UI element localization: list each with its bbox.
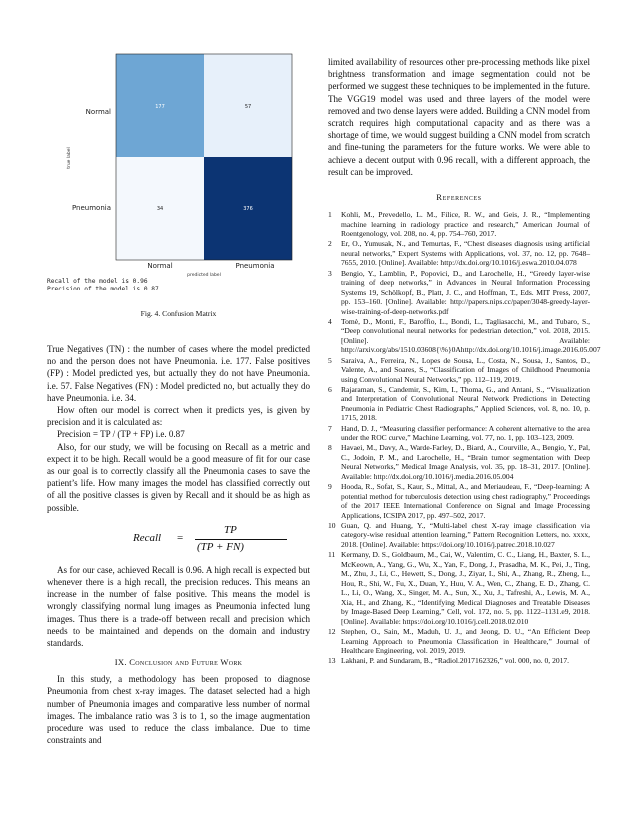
reference-item [328,239,590,268]
reference-number: 10 [328,520,336,530]
references-heading: References [436,192,482,203]
reference-text: Saraiva, A., Ferreira, N., Lopes de Sousa, L., Costa, N., Sousa, J., Santos, D., Valente, A., and Soares, S., “Classification of Images of Childhood Pneumonia using Convolutional Neural Networks,” pp. 112–119, 2019. [341,355,590,384]
confusion-matrix-figure [47,50,310,290]
cell-value: 177 [155,104,165,110]
reference-number: 6 [328,384,332,394]
reference-item [328,385,590,423]
precision-text: Precision of the model is 0.87 [47,286,159,290]
recall-text: Recall of the model is 0.96 [47,278,148,285]
reference-text: Kohli, M., Prevedello, L. M., Filice, R. W., and Geis, J. R., “Implementing machine learning in radiology practice and research,” American Journal of Roentgenology, vol. 208, no. 4, pp. 754–760, 2017. [341,210,590,239]
reference-number: 3 [328,268,332,278]
left-text-block [47,343,310,746]
reference-number: 9 [328,482,332,492]
reference-number: 1 [328,210,332,220]
x-axis-label: predicted label [187,273,221,278]
formula-equals: = [177,531,184,544]
recall-formula [47,524,310,554]
conclusion-paragraph: In this study, a methodology has been proposed to diagnose Pneumonia from chest x-ray images. The dataset selected had a high number of Pneumonia images and comparative less number of normal images. The imbalance ratio was 3 is to 1, so the image augmentation procedure was used to reduce the class imbalance. Due to time constraints and [47,674,310,746]
conclusion-continued-paragraph: limited availability of resources other pre-processing methods like pixel brightness transformation and image segmentation could not be performed we suggest these techniques to be implemented in the future. The VGG19 model was used and three layers of the model were removed and two dense layers were added. Building a CNN model from scratch requires high computational capacity and as there was a shortage of time, we would suggest building a CNN model from scratch and fine-tuning the parameters for the future works. We were able to achieve a decent output with 0.96 recall, with a different approach, the result can be improved. [328,57,590,177]
reference-item [328,656,590,666]
cell-value: 34 [156,206,164,212]
reference-text: Hand, D. J., “Measuring classifier performance: A coherent alternative to the area under the ROC curve,” Machine Learning, vol. 77, no. 1, pp. 103–123, 2009. [341,423,590,443]
reference-text: Havaei, M., Davy, A., Warde-Farley, D., Biard, A., Courville, A., Bengio, Y., Pal, C., Jodoin, P. M., and Larochelle, H., “Brain tumor segmentation with Deep Neural Networks,” Medical Image Analysis, vol. 35, pp. 18–31, 2017. [Online]. Available: http://dx.doi.org/10.1016/j.media.2016.05.004 [341,443,590,481]
reference-item [328,443,590,481]
reference-number: 4 [328,316,332,326]
col-label-pneumonia: Pneumonia [235,262,275,270]
reference-item [328,482,590,520]
reference-text: Lakhani, P. and Sundaram, B., “Radiol.2017162326,” vol. 000, no. 0, 2017. [341,656,570,666]
reference-text: Er, O., Yumusak, N., and Temurtas, F., “Chest diseases diagnosis using artificial neural networks,” Expert Systems with Applications, vol. 37, no. 12, pp. 7648–7655, 2010. [Online]. Available: http://dx.doi.org/10.1016/j.eswa.2010.04.078 [341,239,590,268]
row-label-pneumonia: Pneumonia [71,204,111,212]
reference-item [328,316,601,355]
formula-lhs: Recall [133,531,162,544]
reference-number: 12 [328,627,336,637]
reference-text: Tomè, D., Monti, F., Baroffio, L., Bondi, L., Tagliasacchi, M., and Tubaro, S., “Deep convolutional neural networks for pedestrian detection,” vol. 2018, 2015. [Online]. Available: http://arxiv.org/abs/1510.03608{\%}0Ahttp://dx.doi.org/10.1016/j.image.2016.05.007 [341,316,601,355]
reference-item [328,424,590,443]
reference-item [328,550,590,626]
reference-item [328,269,590,317]
row-label-normal: Normal [85,108,111,116]
confusion-matrix-chart [47,50,310,290]
reference-text: Stephen, O., Sain, M., Maduh, U. J., and Jeong, D. U., “An Efficient Deep Learning Approach to Pneumonia Classification in Healthcare,” Journal of Healthcare Engineering, vol. 2019, 2019. [341,627,590,656]
formula-numerator: TP [224,523,237,536]
tn-fp-fn-paragraph: True Negatives (TN) : the number of cases where the model predicted no and the person does not have Pneumonia. i.e. 177. False positives (FP) : Model predicted yes, but actually they do not have Pneumonia. i.e. 57. False Negatives (FN) : Model predicted no, but actually they do have Pneumonia. i.e. 34. [47,344,310,403]
figure-caption: Fig. 4. Confusion Matrix [140,309,217,318]
recall-paragraph: Also, for our study, we will be focusing on Recall as a metric and expect it to be high. Recall would be a good measure of fit for our case as our goal is to correctly classify all the Pneumonia cases to save the patient’s life. How many images the model has classified correctly out of all the positive classes is given by Recall and it should be as high as possible. [47,441,310,513]
section-heading [47,657,310,667]
col-label-normal: Normal [147,262,173,270]
right-text-block [328,56,601,666]
reference-item [328,356,590,385]
reference-number: 8 [328,443,332,453]
reference-text: Rajaraman, S., Candemir, S., Kim, I., Thoma, G., and Antani, S., “Visualization and Interpretation of Convolutional Neural Network Predictions in Detecting Pneumonia in Pediatric Chest Radiographs,” Applied Sciences, vol. 8, no. 10, p. 1715, 2018. [341,384,590,423]
reference-text: Kermany, D. S., Goldbaum, M., Cai, W., Valentim, C. C., Liang, H., Baxter, S. L., McKeown, A., Yang, G., Wu, X., Yan, F., Dong, J., Prasadha, M. K., Pei, J., Ting, M., Zhu, J., Li, C., Hewett, S., Dong, J., Ziyar, I., Shi, A., Zhang, R., Zheng, L., Hou, R., Shi, W., Fu, X., Duan, Y., Huu, V. A., Wen, C., Zhang, E. D., Zhang, C. L., Li, O., Wang, X., Singer, M. A., Sun, X., Xu, J., Tafreshi, A., Lewis, M. A., Xia, H., and Zhang, K., “Identifying Medical Diagnoses and Treatable Diseases by Image-Based Deep Learning,” Cell, vol. 172, no. 5, pp. 1122–1131.e9, 2018. [Online]. Available: https://doi.org/10.1016/j.cell.2018.02.010 [341,550,590,626]
formula-denominator: (TP + FN) [197,540,244,553]
reference-item [328,210,590,239]
reference-number: 7 [328,423,332,433]
reference-item [328,627,590,656]
y-axis-label: true label [67,147,72,169]
reference-number: 13 [328,656,336,666]
precision-formula-line: Precision = TP / (TP + FP) i.e. 0.87 [57,429,185,440]
fraction-bar [195,539,287,540]
precision-intro-paragraph: How often our model is correct when it predicts yes, is given by precision and it is calculated as: [47,405,310,428]
reference-item [328,521,590,550]
reference-text: Hooda, R., Sofat, S., Kaur, S., Mittal, A., and Meriaudeau, F., “Deep-learning: A potential method for tuberculosis detection using chest radiography,” Proceedings of the 2017 IEEE International Conference on Signal and Image Processing Applications, ICSIPA 2017, pp. 497–502, 2017. [341,482,590,520]
section-title: Conclusion and Future Work [129,657,243,668]
reference-text: Bengio, Y., Lamblin, P., Popovici, D., and Larochelle, H., “Greedy layer-wise training of deep networks,” in Advances in Neural Information Processing Systems 19, Schölkopf, B., Platt, J. C., and Hoffman, T., Eds. MIT Press, 2007, pp. 153–160. [Online]. Available: http://papers.nips.cc/paper/3048-greedy-layer-wise-training-of-deep-networks.pdf [341,268,590,316]
cell-value: 376 [243,206,253,212]
reference-number: 2 [328,239,332,249]
reference-text: Guan, Q. and Huang, Y., “Multi-label chest X-ray image classification via category-wise residual attention learning,” Pattern Recognition Letters, no. xxxx, 2018. [Online]. Available: https://doi.org/10.1016/j.patrec.2018.10.027 [341,520,590,549]
reference-number: 5 [328,355,332,365]
recall-result-paragraph: As for our case, achieved Recall is 0.96. A high recall is expected but whenever there is a high recall, the precision reduces. This means an increase in the number of false positive. This means the model is wrongly classifying normal lung images as Pneumonia infected lung images. Thus there is a trade-off between recall and precision which needs to be maintained and depends on the domain and industry standards. [47,564,310,649]
cell-value: 57 [244,104,252,110]
references-list [328,210,601,666]
reference-number: 11 [328,550,336,560]
section-number: IX. [114,657,127,668]
